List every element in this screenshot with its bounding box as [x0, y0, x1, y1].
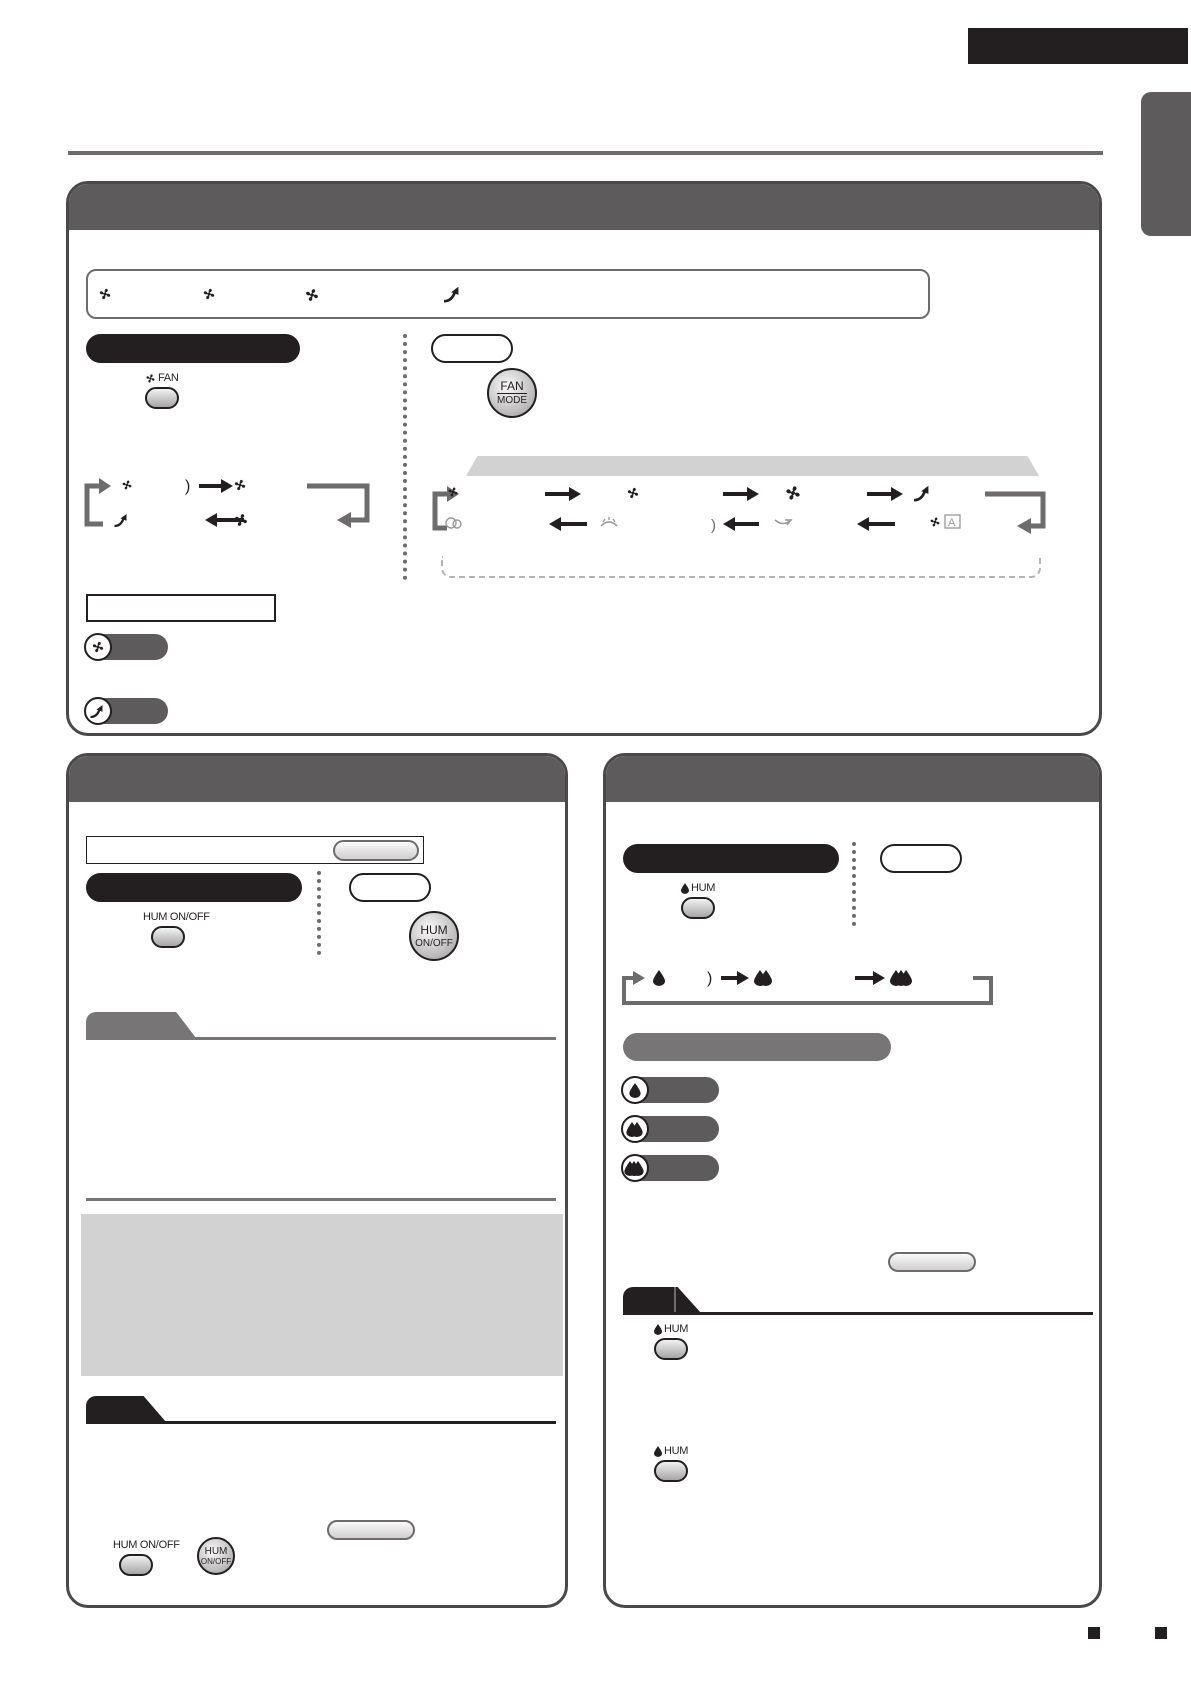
fan-icon — [202, 287, 216, 301]
remote-button-top-label: FAN — [500, 379, 524, 393]
remote-cycle-header-band — [466, 456, 1039, 476]
humidify-onoff-panel-header — [69, 756, 565, 802]
unit-heading-pill — [86, 334, 300, 363]
fan-icon — [91, 640, 105, 654]
page-title-bar — [968, 28, 1188, 64]
auto-fan-icon — [929, 514, 963, 530]
note-remote-hum-button[interactable] — [197, 1537, 235, 1575]
fan-icon — [98, 287, 112, 301]
note-reference-badge — [327, 1520, 415, 1540]
note-tab — [86, 1396, 166, 1422]
turbo-icon — [912, 484, 934, 502]
remote-fan-mode-button[interactable] — [487, 368, 537, 418]
fan-speed-legend — [86, 269, 930, 319]
note-heading-box — [86, 594, 276, 622]
sleep-mode-icon — [599, 516, 619, 530]
remote-heading-pill — [880, 844, 962, 873]
level-mid-badge — [621, 1115, 649, 1143]
fan-icon — [233, 478, 247, 492]
note-hum-button-1[interactable] — [654, 1338, 688, 1360]
hum-button-label: HUM — [691, 882, 716, 894]
unit-hum-button[interactable] — [681, 897, 715, 919]
water-drop-icon — [654, 1324, 662, 1335]
note-tab-rule — [623, 1312, 1093, 1315]
triple-drop-icon — [624, 1161, 646, 1176]
note-hum-group-2 — [654, 1445, 688, 1482]
unit-fan-button-group — [145, 372, 179, 409]
triple-drop-icon — [890, 970, 914, 986]
double-drop-icon — [754, 970, 772, 986]
note-tab — [623, 1287, 701, 1313]
fan-panel — [66, 181, 1102, 736]
fan-icon — [447, 486, 459, 498]
unit-hum-onoff-group — [143, 911, 210, 948]
note-tab-divider — [674, 1287, 676, 1313]
remote-heading-pill — [349, 873, 431, 902]
remote-button-bottom-label: ON/OFF — [200, 1556, 232, 1566]
unit-hum-group — [681, 882, 715, 919]
swing-mode-icon — [773, 517, 793, 529]
footer-marker — [1155, 1627, 1167, 1639]
fan-icon — [145, 373, 156, 384]
unit-heading-pill — [86, 873, 302, 902]
svg-text:): ) — [707, 970, 713, 987]
unit-fan-button[interactable] — [145, 387, 179, 409]
remote-button-top-label: HUM — [420, 922, 448, 937]
water-drop-icon — [653, 970, 665, 986]
section-divider — [86, 1198, 556, 1201]
hum-button-label: HUM — [664, 1323, 689, 1335]
fan-icon — [233, 512, 249, 528]
quiet-mode-icon — [445, 516, 463, 530]
humidify-level-panel-header — [606, 756, 1099, 802]
unit-hum-onoff-button[interactable] — [151, 926, 185, 948]
note-hum-onoff-group — [113, 1539, 180, 1576]
caution-box — [81, 1214, 563, 1376]
water-drop-icon — [654, 1446, 662, 1457]
column-divider — [403, 334, 407, 580]
note-hum-onoff-button[interactable] — [119, 1554, 153, 1576]
hum-button-label: HUM — [664, 1445, 689, 1457]
remote-button-bottom-label: ON/OFF — [415, 937, 453, 949]
section-tab-rule — [86, 1037, 556, 1040]
water-drop-icon — [681, 883, 689, 894]
footer-marker — [1088, 1627, 1100, 1639]
water-drop-icon — [629, 1083, 641, 1098]
note-hum-group-1 — [654, 1323, 688, 1360]
note-tab-rule — [86, 1421, 556, 1424]
remote-heading-pill — [431, 334, 513, 363]
svg-text:): ) — [711, 517, 716, 534]
column-divider — [317, 871, 321, 955]
fan-button-label: FAN — [158, 372, 179, 384]
remote-hum-onoff-button[interactable] — [409, 911, 459, 961]
humidify-level-panel — [603, 753, 1102, 1608]
fan-mode-note-badge — [84, 633, 112, 661]
level-reference-badge — [888, 1252, 976, 1272]
humidify-onoff-panel — [66, 753, 568, 1608]
fan-icon — [121, 479, 133, 491]
hum-onoff-button-label: HUM ON/OFF — [143, 911, 210, 923]
note-hum-onoff-label: HUM ON/OFF — [113, 1539, 180, 1551]
section-tab — [86, 1012, 196, 1038]
side-index-tab — [1141, 92, 1191, 236]
column-divider — [852, 842, 856, 926]
fan-icon — [784, 484, 802, 502]
fan-icon — [304, 287, 320, 303]
svg-text:A: A — [948, 517, 956, 529]
turbo-icon — [113, 512, 131, 528]
svg-text:): ) — [185, 478, 191, 495]
turbo-mode-note-badge — [84, 697, 112, 725]
top-divider — [68, 151, 1103, 155]
turbo-icon — [89, 703, 107, 719]
level-high-badge — [621, 1154, 649, 1182]
remote-button-top-label: HUM — [204, 1545, 228, 1557]
level-heading-pill — [623, 1033, 891, 1061]
fan-panel-header — [69, 184, 1099, 230]
info-box-reference-badge — [333, 840, 419, 861]
remote-cycle-dashed-return — [441, 556, 1041, 578]
fan-icon — [626, 486, 640, 500]
double-drop-icon — [626, 1122, 644, 1137]
remote-button-bottom-label: MODE — [497, 395, 527, 406]
humidity-level-cycle-diagram — [621, 966, 996, 1014]
level-low-badge — [621, 1076, 649, 1104]
unit-heading-pill — [623, 844, 839, 873]
turbo-icon — [442, 285, 464, 303]
note-hum-button-2[interactable] — [654, 1460, 688, 1482]
